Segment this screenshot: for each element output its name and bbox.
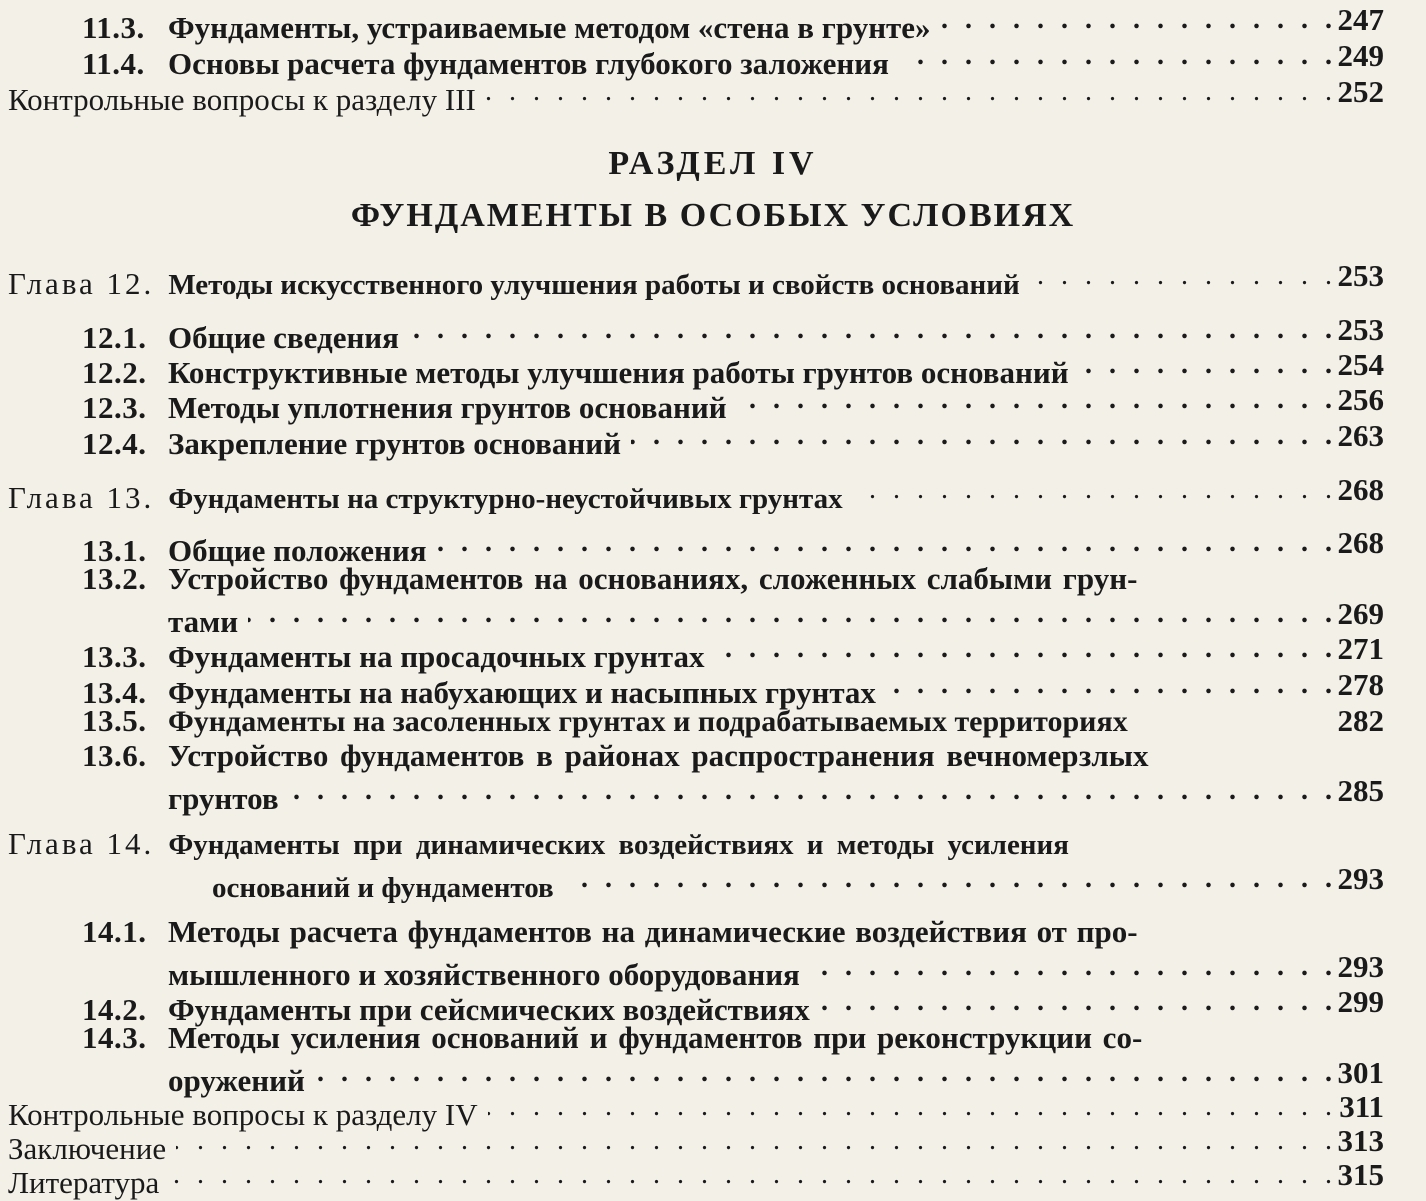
toc-page-number: 254 [1337,347,1384,382]
toc-chapter-14-line2[interactable] [212,861,1347,906]
toc-entry-13-6-line2[interactable] [168,773,1347,817]
toc-page-number: 282 [1337,703,1384,738]
toc-entry-13-2-line1[interactable] [82,561,1137,597]
toc-entry-title: Фундаменты на просадочных грунтах [168,639,705,674]
toc-page-number: 301 [1337,1055,1384,1090]
leader-dots [899,38,1337,74]
toc-entry-title: Контрольные вопросы к разделу III [8,82,476,117]
toc-page-number: 271 [1337,631,1384,666]
leader-dots [486,74,1337,110]
toc-entry-number: 13.6. [82,738,147,773]
toc-entry-number: 12.4. [82,426,147,461]
leader-dots [169,1157,1337,1193]
toc-page-number: 315 [1337,1157,1384,1192]
toc-entry-number: 14.3. [82,1020,147,1055]
toc-entry-14-1-line1[interactable] [82,914,1138,950]
toc-entry-number: 13.5. [82,703,147,738]
chapter-title: Фундаменты на структурно-неустойчивых грунтах [168,483,843,515]
toc-chapter-12[interactable] [8,258,1347,303]
toc-page-number: 285 [1337,773,1384,808]
leader-dots [289,773,1337,809]
leader-dots [810,949,1337,985]
toc-entry-title: Общие положения [168,533,427,568]
toc-page-number: 256 [1337,382,1384,417]
leader-dots [715,631,1338,667]
leader-dots [488,1089,1337,1125]
toc-entry-number: 12.2. [82,355,147,390]
toc-entry-number: 12.1. [82,320,147,355]
toc-entry-title: тами [168,604,239,639]
chapter-title: Фундаменты при динамических воздействиях и методы усиления [168,829,1069,861]
toc-entry-title: Методы расчета фундаментов на динамические воздействия от про- [168,914,1138,949]
leader-dots [820,984,1337,1020]
toc-entry-review-3[interactable] [8,74,1347,118]
toc-entry-number: 13.2. [82,561,147,596]
toc-entry-number: 11.4. [82,46,145,81]
toc-entry-literature[interactable] [8,1157,1347,1201]
toc-entry-title: мышленного и хозяйственного оборудования [168,957,800,992]
toc-page-number: 278 [1337,667,1384,702]
toc-entry-number: 12.3. [82,390,147,425]
toc-entry-title: Заключение [8,1131,167,1166]
leader-dots [737,382,1337,418]
toc-entry-title: Фундаменты на засоленных грунтах и подрабатываемых территориях [168,705,1128,738]
toc-page-number: 311 [1339,1089,1384,1124]
toc-page-number: 268 [1337,472,1384,507]
toc-entry-number: 14.2. [82,992,147,1027]
toc-page-number: 293 [1337,861,1384,896]
toc-page-number: 269 [1337,596,1384,631]
toc-entry-title: Методы уплотнения грунтов оснований [168,390,727,425]
toc-entry-number: 14.1. [82,914,147,949]
chapter-title: Методы искусственного улучшения работы и свойств оснований [168,269,1020,301]
toc-entry-13-5[interactable] [82,703,1347,740]
toc-page-number: 299 [1337,984,1384,1019]
leader-dots [248,596,1337,632]
section-title: ФУНДАМЕНТЫ В ОСОБЫХ УСЛОВИЯХ [350,197,1076,234]
leader-dots [315,1055,1337,1091]
leader-dots [176,1123,1337,1159]
toc-page-number: 313 [1337,1123,1384,1158]
chapter-title: оснований и фундаментов [212,872,554,904]
chapter-label: Глава 13. [8,480,155,515]
toc-page-number: 252 [1337,74,1384,109]
toc-page-number: 268 [1337,525,1384,560]
leader-dots [1079,347,1337,383]
leader-dots [437,525,1337,561]
leader-dots [1030,258,1337,294]
toc-entry-title: Основы расчета фундаментов глубокого заложения [168,46,889,81]
toc-entry-title: Литература [8,1165,160,1200]
toc-page-number: 253 [1337,258,1384,293]
toc-page-number: 263 [1337,418,1384,453]
toc-entry-title: Фундаменты на набухающих и насыпных грунтах [168,675,876,710]
toc-page-number: 293 [1337,949,1384,984]
toc-entry-number: 13.1. [82,533,147,568]
toc-entry-title: Конструктивные методы улучшения работы грунтов оснований [168,355,1069,390]
toc-entry-title: оружений [168,1063,305,1098]
leader-dots [409,312,1337,348]
toc-entry-title: Общие сведения [168,320,399,355]
toc-entry-title: Фундаменты, устраиваемые методом «стена в грунте» [168,10,931,45]
toc-entry-number: 13.3. [82,639,147,674]
toc-page-number: 253 [1337,312,1384,347]
section-label: РАЗДЕЛ IV [608,145,818,182]
toc-entry-title: Контрольные вопросы к разделу IV [8,1097,478,1132]
toc-entry-title: Устройство фундаментов на основаниях, сложенных слабыми грун- [168,561,1138,596]
toc-entry-number: 11.3. [82,10,145,45]
toc-chapter-13[interactable] [8,472,1347,517]
toc-entry-title: Методы усиления оснований и фундаментов при реконструкции со- [168,1020,1143,1055]
toc-chapter-14-line1[interactable] [8,826,1069,863]
toc-entry-number: 13.4. [82,675,147,710]
toc-entry-title: Закрепление грунтов оснований [168,426,621,461]
leader-dots [564,861,1337,897]
leader-dots [941,2,1337,38]
chapter-label: Глава 14. [8,826,155,861]
toc-entry-13-6-line1[interactable] [82,738,1148,774]
toc-entry-title: Фундаменты при сейсмических воздействиях [168,992,810,1027]
toc-page-number: 249 [1337,38,1384,73]
toc-entry-title: грунтов [168,781,279,816]
chapter-label: Глава 12. [8,266,155,301]
toc-entry-14-3-line1[interactable] [82,1020,1142,1056]
leader-dots [853,472,1337,508]
toc-entry-12-4[interactable] [82,418,1347,462]
leader-dots [886,667,1337,703]
leader-dots [631,418,1337,454]
toc-entry-title: Устройство фундаментов в районах распространения вечномерзлых [168,738,1149,773]
toc-page-number: 247 [1337,2,1384,37]
